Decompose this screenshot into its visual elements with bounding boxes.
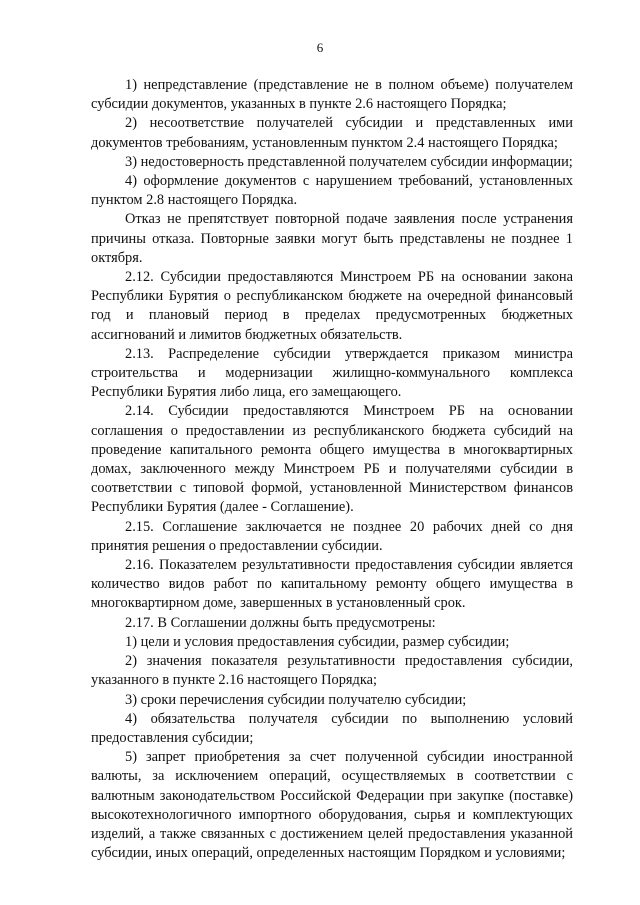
paragraph-2-17-item-3: 3) сроки перечисления субсидии получателю субсидии; xyxy=(125,691,467,708)
paragraph-refusal-resubmission: Отказ не препятствует повторной подаче заявления после устранения причины отказа. Повторные заявки могут быть представлены не позднее 1 октября. xyxy=(91,211,573,266)
paragraph-2-17-item-2: 2) значения показателя результативности предоставления субсидии, указанного в пункте 2.16 настоящего Порядка; xyxy=(91,653,573,689)
paragraph-2-17: 2.17. В Соглашении должны быть предусмотрены: xyxy=(125,614,436,631)
paragraph-2-17-item-4: 4) обязательства получателя субсидии по выполнению условий предоставления субсидии; xyxy=(91,710,573,746)
paragraph-item-2-non-compliance: 2) несоответствие получателей субсидии и представленных ими документов требованиям, установленным пунктом 2.4 настоящего Порядка; xyxy=(91,115,573,151)
paragraph-item-1-non-submission: 1) непредставление (представление не в полном объеме) получателем субсидии документов, указанных в пункте 2.6 настоящего Порядка; xyxy=(91,77,573,113)
paragraph-item-3-unreliable-info: 3) недостоверность представленной получателем субсидии информации; xyxy=(125,153,573,170)
paragraph-2-17-item-5: 5) запрет приобретения за счет полученной субсидии иностранной валюты, за исключением операций, осуществляемых в соответствии с валютным законодательством Российской Федерации при закупке (поставке) высокотехнологичного импортного оборудования, сырья и комплектующих изделий, а также связанных с достижением целей предоставления указанной субсидии, иных операций, определенных настоящим Порядком и условиями; xyxy=(91,749,573,862)
paragraph-2-14: 2.14. Субсидии предоставляются Минстроем РБ на основании соглашения о предоставлении из республиканского бюджета субсидий на проведение капитального ремонта общего имущества в многоквартирных домах, заключенного между Минстроем РБ и получателями субсидии в соответствии с типовой формой, установленной Министерством финансов Республики Бурятия (далее - Соглашение). xyxy=(91,403,573,516)
paragraph-2-13: 2.13. Распределение субсидии утверждается приказом министра строительства и модернизации жилищно-коммунального комплекса Республики Бурятия либо лица, его замещающего. xyxy=(91,345,573,401)
document-body xyxy=(91,76,573,863)
paragraph-2-15: 2.15. Соглашение заключается не позднее 20 рабочих дней со дня принятия решения о предоставлении субсидии. xyxy=(91,518,573,554)
paragraph-2-16: 2.16. Показателем результативности предоставления субсидии является количество видов работ по капитальному ремонту общего имущества в многоквартирном доме, завершенных в установленный срок. xyxy=(91,557,573,612)
paragraph-2-12: 2.12. Субсидии предоставляются Минстроем РБ на основании закона Республики Бурятия о республиканском бюджете на очередной финансовый год и плановый период в пределах предусмотренных бюджетных ассигнований и лимитов бюджетных обязательств. xyxy=(91,269,573,343)
page-number: 6 xyxy=(316,40,324,55)
paragraph-item-4-document-violations: 4) оформление документов с нарушением требований, установленных пунктом 2.8 настоящего Порядка. xyxy=(91,173,573,209)
paragraph-2-17-item-1: 1) цели и условия предоставления субсидии, размер субсидии; xyxy=(125,633,510,650)
